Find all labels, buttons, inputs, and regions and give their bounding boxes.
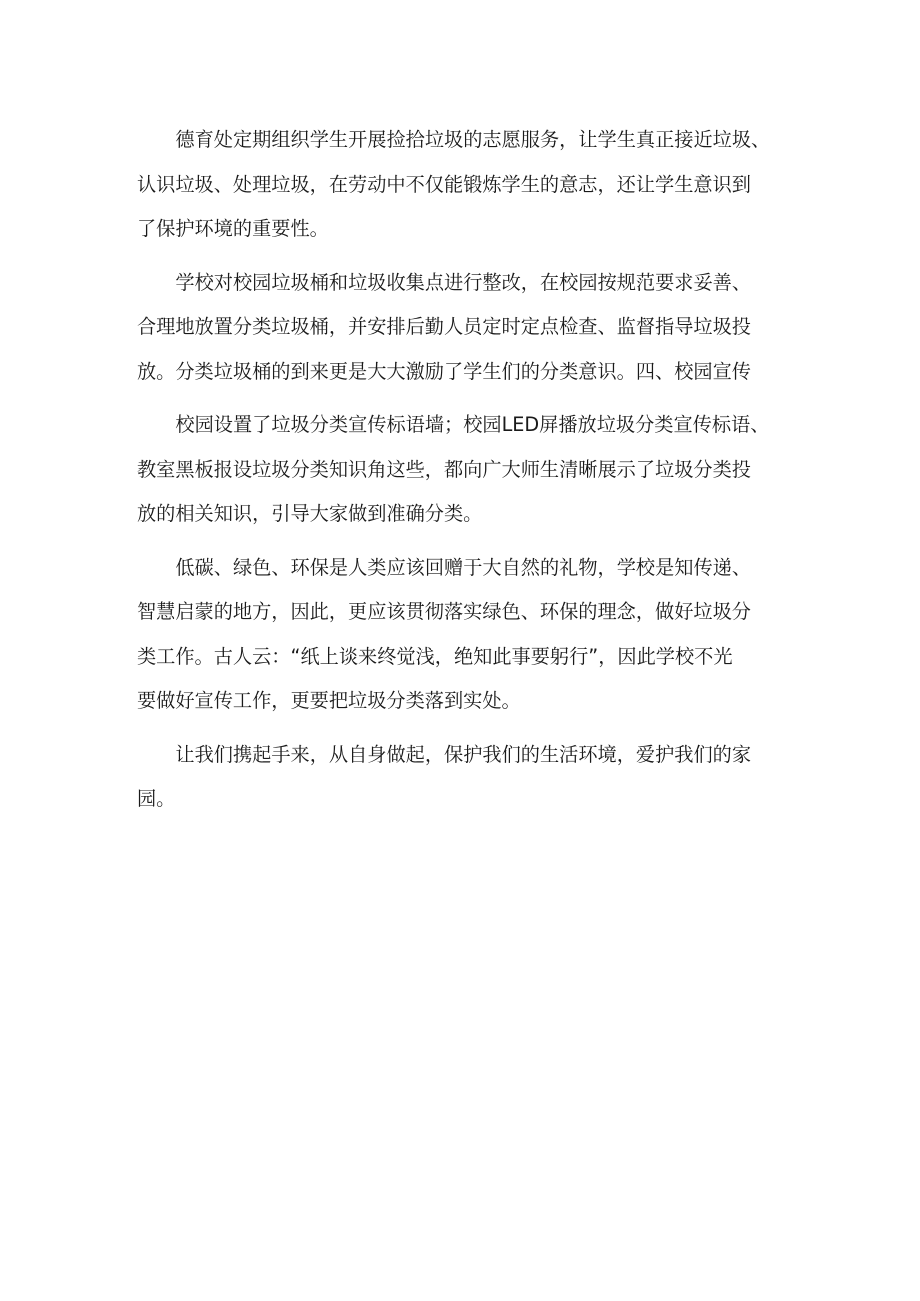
paragraph-line: 学校对校园垃圾桶和垃圾收集点进行整改，在校园按规范要求妥善、 [175, 270, 752, 294]
paragraph-line: 园。 [137, 787, 176, 810]
paragraph-line: 合理地放置分类垃圾桶，并安排后勤人员定时定点检查、监督指导垃圾投 [137, 315, 751, 338]
paragraph-line: 教室黑板报设垃圾分类知识角这些，都向广大师生清晰展示了垃圾分类投 [137, 457, 751, 481]
paragraph-line: 放的相关知识，引导大家做到准确分类。 [137, 502, 483, 525]
paragraph-line: 德育处定期组织学生开展捡拾垃圾的志愿服务，让学生真正接近垃圾、 [175, 128, 771, 151]
paragraph-line: 放。分类垃圾桶的到来更是大大激励了学生们的分类意识。四、校园宣传 [137, 359, 751, 383]
paragraph-line: 让我们携起手来，从自身做起，保护我们的生活环境，爱护我们的家 [175, 742, 752, 766]
paragraph-line: 类工作。古人云：“纸上谈来终觉浅，绝知此事要躬行”，因此学校不光 [137, 644, 733, 668]
paragraph-line: 认识垃圾、处理垃圾，在劳动中不仅能锻炼学生的意志，还让学生意识到 [137, 172, 751, 196]
paragraph-line: 低碳、绿色、环保是人类应该回赠于大自然的礼物，学校是知传递、 [175, 555, 752, 579]
paragraph-campus-publicity [137, 403, 797, 537]
paragraph-green-concept [137, 546, 797, 724]
paragraph-line: 要做好宣传工作，更要把垃圾分类落到实处。 [137, 689, 521, 712]
paragraph-volunteer-service [137, 118, 797, 252]
paragraph-bin-renovation [137, 261, 797, 395]
document-body [137, 118, 797, 831]
paragraph-closing-call [137, 733, 797, 822]
paragraph-line: 校园设置了垃圾分类宣传标语墙；校园LED屏播放垃圾分类宣传标语、 [175, 413, 770, 436]
paragraph-line: 智慧启蒙的地方，因此，更应该贯彻落实绿色、环保的理念，做好垃圾分 [137, 600, 751, 623]
paragraph-line: 了保护环境的重要性。 [137, 217, 329, 240]
